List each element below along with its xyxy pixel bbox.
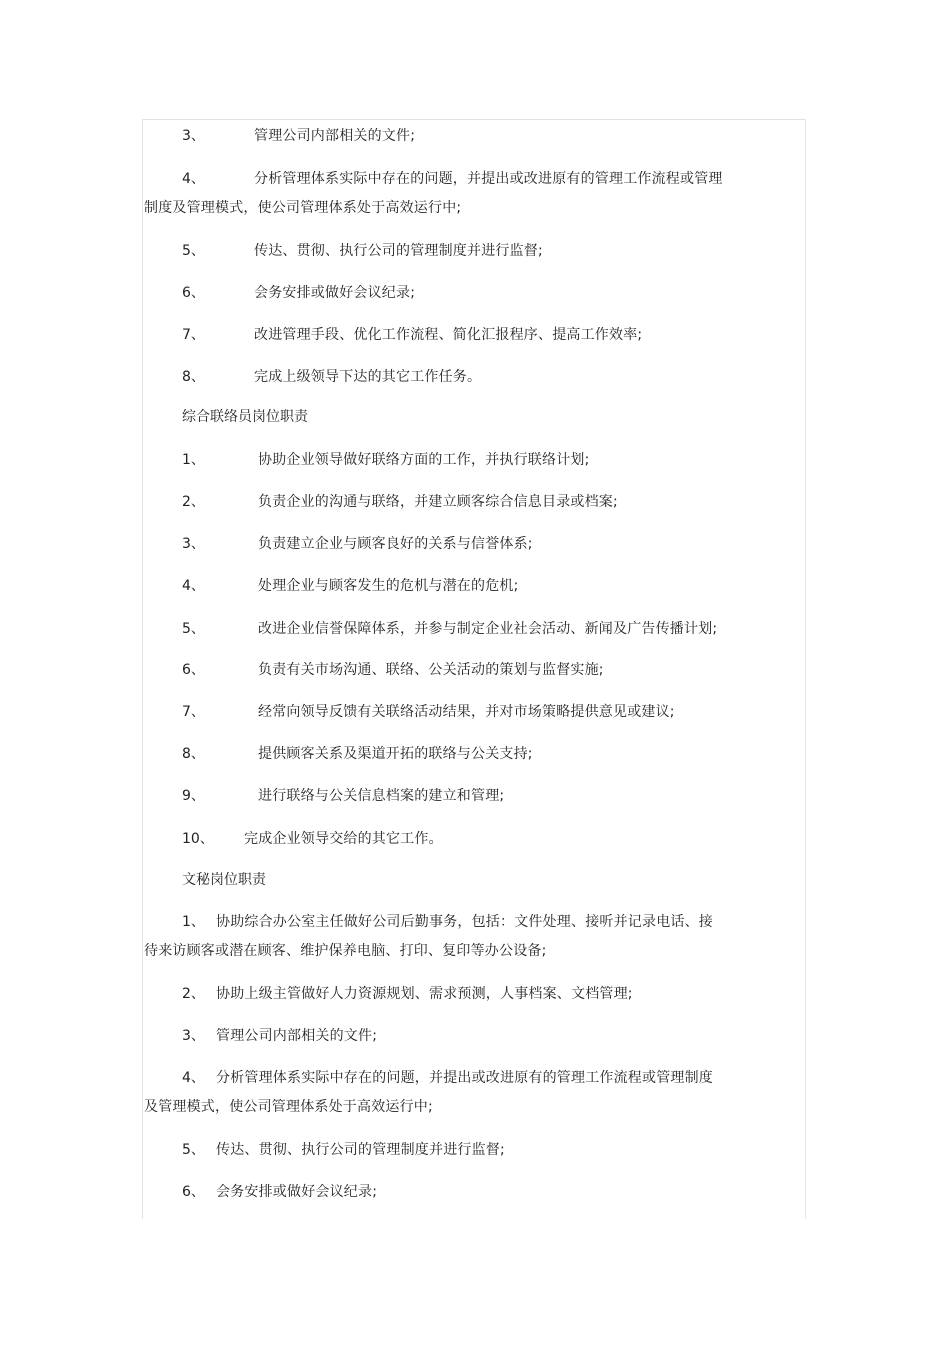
- list-item-text: 负责有关市场沟通、联络、公关活动的策划与监督实施;: [258, 662, 604, 678]
- list-item-text: 协助上级主管做好人力资源规划、需求预测，人事档案、文档管理;: [216, 986, 633, 1002]
- list-item-number: 5、: [182, 621, 205, 637]
- list-item-text: 分析管理体系实际中存在的问题，并提出或改进原有的管理工作流程或管理制度: [216, 1070, 713, 1086]
- list-item-text: 完成企业领导交给的其它工作。: [244, 831, 443, 847]
- list-item-number: 8、: [182, 369, 205, 385]
- list-item-text-continuation: 制度及管理模式，使公司管理体系处于高效运行中;: [144, 200, 462, 216]
- list-item-text: 管理公司内部相关的文件;: [216, 1028, 378, 1044]
- list-item-text: 进行联络与公关信息档案的建立和管理;: [258, 788, 505, 804]
- list-item-number: 4、: [182, 171, 205, 187]
- list-item-text: 传达、贯彻、执行公司的管理制度并进行监督;: [216, 1142, 505, 1158]
- list-item-number: 2、: [182, 986, 205, 1002]
- list-item-text: 管理公司内部相关的文件;: [254, 128, 416, 144]
- list-item-number: 6、: [182, 1184, 205, 1200]
- list-item-number: 5、: [182, 243, 205, 259]
- list-item-text: 改进管理手段、优化工作流程、简化汇报程序、提高工作效率;: [254, 327, 643, 343]
- list-item-number: 1、: [182, 914, 205, 930]
- list-item-text: 负责企业的沟通与联络，并建立顾客综合信息目录或档案;: [258, 494, 618, 510]
- list-item-text: 处理企业与顾客发生的危机与潜在的危机;: [258, 578, 519, 594]
- list-item-number: 4、: [182, 1070, 205, 1086]
- list-item-number: 6、: [182, 285, 205, 301]
- list-item-number: 10、: [182, 831, 214, 847]
- list-item-number: 9、: [182, 788, 205, 804]
- list-item-text-continuation: 待来访顾客或潜在顾客、维护保养电脑、打印、复印等办公设备;: [144, 943, 547, 959]
- list-item-text: 改进企业信誉保障体系，并参与制定企业社会活动、新闻及广告传播计划;: [258, 621, 718, 637]
- list-item-number: 8、: [182, 746, 205, 762]
- list-item-text: 会务安排或做好会议纪录;: [216, 1184, 378, 1200]
- list-item-text: 提供顾客关系及渠道开拓的联络与公关支持;: [258, 746, 533, 762]
- list-item-text: 会务安排或做好会议纪录;: [254, 285, 416, 301]
- list-item-number: 6、: [182, 662, 205, 678]
- list-item-number: 7、: [182, 327, 205, 343]
- list-item-text: 完成上级领导下达的其它工作任务。: [254, 369, 482, 385]
- section-heading: 综合联络员岗位职责: [182, 409, 308, 425]
- list-item-text: 负责建立企业与顾客良好的关系与信誉体系;: [258, 536, 533, 552]
- list-item-number: 3、: [182, 1028, 205, 1044]
- list-item-number: 3、: [182, 536, 205, 552]
- list-item-text-continuation: 及管理模式，使公司管理体系处于高效运行中;: [144, 1099, 433, 1115]
- section-heading: 文秘岗位职责: [182, 872, 266, 888]
- list-item-number: 1、: [182, 452, 205, 468]
- list-item-number: 5、: [182, 1142, 205, 1158]
- list-item-number: 4、: [182, 578, 205, 594]
- list-item-number: 2、: [182, 494, 205, 510]
- list-item-text: 分析管理体系实际中存在的问题，并提出或改进原有的管理工作流程或管理: [254, 171, 723, 187]
- list-item-text: 传达、贯彻、执行公司的管理制度并进行监督;: [254, 243, 543, 259]
- list-item-text: 经常向领导反馈有关联络活动结果，并对市场策略提供意见或建议;: [258, 704, 675, 720]
- list-item-text: 协助综合办公室主任做好公司后勤事务，包括：文件处理、接听并记录电话、接: [216, 914, 713, 930]
- list-item-text: 协助企业领导做好联络方面的工作，并执行联络计划;: [258, 452, 590, 468]
- list-item-number: 3、: [182, 128, 205, 144]
- list-item-number: 7、: [182, 704, 205, 720]
